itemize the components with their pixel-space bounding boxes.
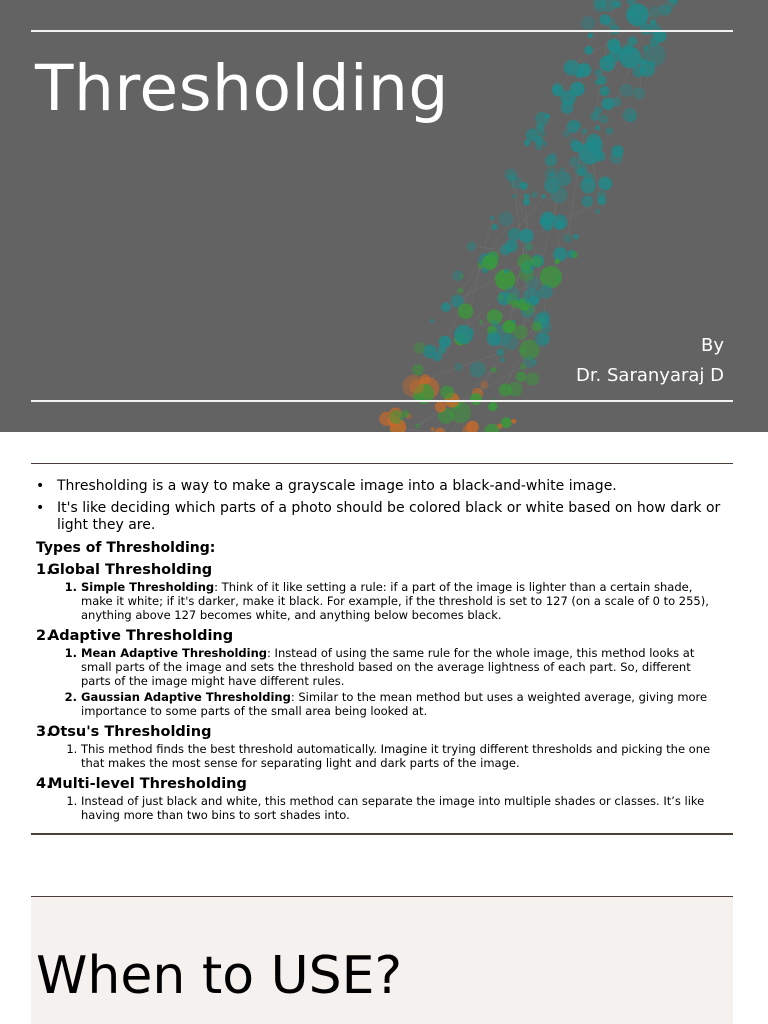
bokeh-dot xyxy=(573,234,579,240)
bokeh-dot xyxy=(564,63,574,73)
bullet-text: It's like deciding which parts of a photo should be colored black or white based on how dark or light they are. xyxy=(57,500,721,533)
list-item xyxy=(81,690,722,718)
bokeh-dot xyxy=(640,59,647,66)
bokeh-dot xyxy=(541,194,546,199)
bokeh-dot xyxy=(532,256,543,267)
item-text: This method finds the best threshold automatically. Imagine it trying different thresholds and picking the one that makes the most sense for separating light and dark parts of the image. xyxy=(81,742,711,770)
types-heading: Types of Thresholding: xyxy=(36,540,216,556)
bokeh-dot xyxy=(470,362,486,378)
bokeh-dot xyxy=(542,221,552,231)
bokeh-dot xyxy=(605,54,613,62)
bokeh-dot xyxy=(599,115,608,124)
section-title: When to USE? xyxy=(36,946,403,1006)
bokeh-dot xyxy=(575,71,582,78)
bokeh-dot xyxy=(650,19,656,25)
bokeh-dot xyxy=(538,311,550,323)
bokeh-dot xyxy=(563,130,571,138)
bokeh-dot xyxy=(553,247,567,261)
bokeh-dot xyxy=(414,342,425,353)
bokeh-dot xyxy=(389,410,403,424)
category-multilevel xyxy=(36,776,722,822)
bokeh-dot xyxy=(510,177,523,190)
item-text: Instead of just black and white, this method can separate the image into multiple shades or classes. It’s like having more than two bins to sort shades into. xyxy=(81,794,705,822)
bokeh-dot xyxy=(581,128,587,134)
bokeh-dot xyxy=(467,242,477,252)
bokeh-dot xyxy=(592,145,602,155)
content-top-rule xyxy=(31,463,733,464)
bokeh-dot xyxy=(644,13,649,18)
category-title-text: Global Thresholding xyxy=(48,562,213,578)
list-item xyxy=(81,580,722,622)
category-title xyxy=(36,724,722,740)
item-term: Simple Thresholding xyxy=(81,580,215,594)
list-item xyxy=(81,646,722,688)
bokeh-dot xyxy=(523,199,530,206)
bokeh-dot xyxy=(491,320,498,327)
bokeh-dot xyxy=(556,220,565,229)
bokeh-dot xyxy=(598,177,612,191)
bokeh-dot xyxy=(597,191,606,200)
bokeh-dot xyxy=(587,34,591,38)
category-title xyxy=(36,562,722,578)
bokeh-dot xyxy=(569,138,578,147)
bullet-item: • It's like deciding which parts of a photo should be colored black or white based on how dark or light they are. xyxy=(36,500,721,533)
content-bottom-rule xyxy=(31,833,733,835)
bokeh-dot xyxy=(526,372,539,385)
bokeh-dot xyxy=(535,112,549,126)
category-items xyxy=(36,580,722,622)
intro-bullets xyxy=(36,478,722,534)
item-term: Mean Adaptive Thresholding xyxy=(81,646,268,660)
bokeh-dot xyxy=(505,286,520,301)
bokeh-dot xyxy=(573,121,581,129)
title-bottom-rule xyxy=(31,400,733,402)
bokeh-dot xyxy=(499,212,514,227)
item-text: : Similar to the mean method but uses a weighted average, giving more importance to some parts of the small area being looked at. xyxy=(81,690,708,718)
bokeh-dot xyxy=(600,86,610,96)
bokeh-dot xyxy=(570,82,585,97)
bokeh-dot xyxy=(561,101,574,114)
list-item xyxy=(81,742,722,770)
category-number: 4. xyxy=(36,776,52,792)
bokeh-dot xyxy=(496,348,504,356)
category-number: 3. xyxy=(36,724,52,740)
bokeh-dot xyxy=(612,145,624,157)
bokeh-dot xyxy=(643,45,649,51)
bokeh-dot xyxy=(622,44,633,55)
section-top-rule xyxy=(31,896,733,897)
title-slide xyxy=(0,0,768,432)
bokeh-dot xyxy=(433,352,442,361)
content-slide xyxy=(0,432,768,896)
bokeh-dot xyxy=(629,10,637,18)
bokeh-dot xyxy=(516,371,527,382)
content-body xyxy=(36,478,722,828)
bokeh-dot xyxy=(650,61,655,66)
bokeh-dot xyxy=(607,39,620,52)
bokeh-dot xyxy=(531,359,537,365)
bokeh-dot xyxy=(504,269,508,273)
bokeh-dot xyxy=(582,196,594,208)
bokeh-dot xyxy=(430,319,435,324)
bokeh-dot xyxy=(519,229,533,243)
bokeh-dot xyxy=(595,209,600,214)
bokeh-dot xyxy=(633,87,645,99)
category-adaptive xyxy=(36,628,722,718)
bullet-text: Thresholding is a way to make a grayscale image into a black-and-white image. xyxy=(57,478,617,494)
bokeh-dot xyxy=(441,302,451,312)
byline xyxy=(576,331,724,391)
bokeh-dot xyxy=(600,14,611,25)
category-title xyxy=(36,628,722,644)
bokeh-dot xyxy=(458,303,474,319)
bokeh-dot xyxy=(520,347,527,354)
bokeh-dot xyxy=(555,259,560,264)
bullet-item: • Thresholding is a way to make a grayscale image into a black-and-white image. xyxy=(36,478,617,494)
bokeh-dot xyxy=(575,164,588,177)
category-number: 2. xyxy=(36,628,52,644)
bokeh-dot xyxy=(490,216,494,220)
bokeh-dot xyxy=(488,402,497,411)
item-term: Gaussian Adaptive Thresholding xyxy=(81,690,291,704)
category-items xyxy=(36,646,722,718)
bokeh-dot xyxy=(487,332,501,346)
bokeh-dot xyxy=(649,6,661,18)
category-title-text: Otsu's Thresholding xyxy=(48,724,212,740)
bokeh-dot xyxy=(511,301,519,309)
bokeh-dot xyxy=(457,288,463,294)
category-items xyxy=(36,794,722,822)
bokeh-dot xyxy=(532,321,543,332)
bokeh-dot xyxy=(595,126,600,131)
bokeh-dot xyxy=(479,320,483,324)
bokeh-dot xyxy=(482,255,497,270)
when-to-use-slide xyxy=(0,896,768,1024)
bokeh-dot xyxy=(512,194,516,198)
bokeh-dot xyxy=(605,102,612,109)
bokeh-dot xyxy=(440,386,454,400)
bokeh-dot xyxy=(435,401,446,412)
author-name: Dr. Saranyaraj D xyxy=(575,365,724,386)
bokeh-dot xyxy=(595,69,602,76)
bokeh-dot xyxy=(628,113,636,121)
bokeh-dot xyxy=(410,380,424,394)
bokeh-dot xyxy=(552,85,564,97)
bokeh-dot xyxy=(501,417,512,428)
bokeh-dot xyxy=(523,303,535,315)
bokeh-dot xyxy=(581,16,595,30)
category-number: 1. xyxy=(36,562,52,578)
bokeh-dot xyxy=(500,245,511,256)
bokeh-dot xyxy=(580,178,596,194)
bokeh-dot xyxy=(584,46,593,55)
bokeh-dot xyxy=(524,194,530,200)
bokeh-dot xyxy=(591,112,600,121)
category-global xyxy=(36,562,722,622)
bokeh-dot xyxy=(415,423,420,428)
bokeh-dot xyxy=(499,384,512,397)
bokeh-dot xyxy=(606,127,613,134)
bokeh-dot xyxy=(508,228,521,241)
bokeh-dot xyxy=(640,68,646,74)
bokeh-dot xyxy=(540,266,562,288)
bokeh-dot xyxy=(503,320,516,333)
item-text: : Instead of using the same rule for the whole image, this method looks at small parts of the image and sets the threshold based on the average lightness of each part. So, different parts of the image might have different rules. xyxy=(81,646,695,688)
bokeh-dot xyxy=(557,172,572,187)
bokeh-dot xyxy=(491,224,498,231)
slide-title: Thresholding xyxy=(35,52,449,125)
bokeh-dot xyxy=(511,419,516,424)
item-text: : Think of it like setting a rule: if a part of the image is lighter than a certain shade, make it white; if it's darker, make it black. For example, if the threshold is set to 127 (on a scale of 0 to 255), anything above 127 becomes white, and anything below becomes black. xyxy=(81,580,709,622)
bokeh-dot xyxy=(519,267,534,282)
bokeh-dot xyxy=(454,325,473,344)
bokeh-dot xyxy=(454,363,462,371)
bokeh-dot xyxy=(550,153,556,159)
bokeh-dot xyxy=(524,140,531,147)
bokeh-dot xyxy=(531,191,537,197)
bokeh-dot xyxy=(666,6,673,13)
bokeh-dot xyxy=(535,136,544,145)
category-title-text: Multi-level Thresholding xyxy=(48,776,247,792)
bokeh-dot xyxy=(545,168,559,182)
bokeh-dot xyxy=(543,142,547,146)
bokeh-dot xyxy=(498,294,504,300)
category-otsu xyxy=(36,724,722,770)
bokeh-dot xyxy=(620,84,633,97)
bokeh-dot xyxy=(539,284,553,298)
bokeh-dot xyxy=(563,234,572,243)
bokeh-dot xyxy=(460,274,464,278)
bokeh-dot xyxy=(431,427,435,431)
category-title-text: Adaptive Thresholding xyxy=(48,628,234,644)
title-top-rule xyxy=(31,30,733,32)
bokeh-dot xyxy=(524,243,532,251)
category-items xyxy=(36,742,722,770)
category-title xyxy=(36,776,722,792)
list-item xyxy=(81,794,722,822)
bokeh-dot xyxy=(480,381,488,389)
bokeh-dot xyxy=(520,363,527,370)
bokeh-dot xyxy=(597,76,606,85)
by-label: By xyxy=(700,335,724,356)
bokeh-dot xyxy=(500,357,505,362)
bokeh-dot xyxy=(470,329,475,334)
bokeh-dot xyxy=(571,251,578,258)
bokeh-dot xyxy=(535,332,550,347)
bokeh-dot xyxy=(412,364,423,375)
bokeh-dot xyxy=(491,367,497,373)
bokeh-dot xyxy=(551,187,568,204)
